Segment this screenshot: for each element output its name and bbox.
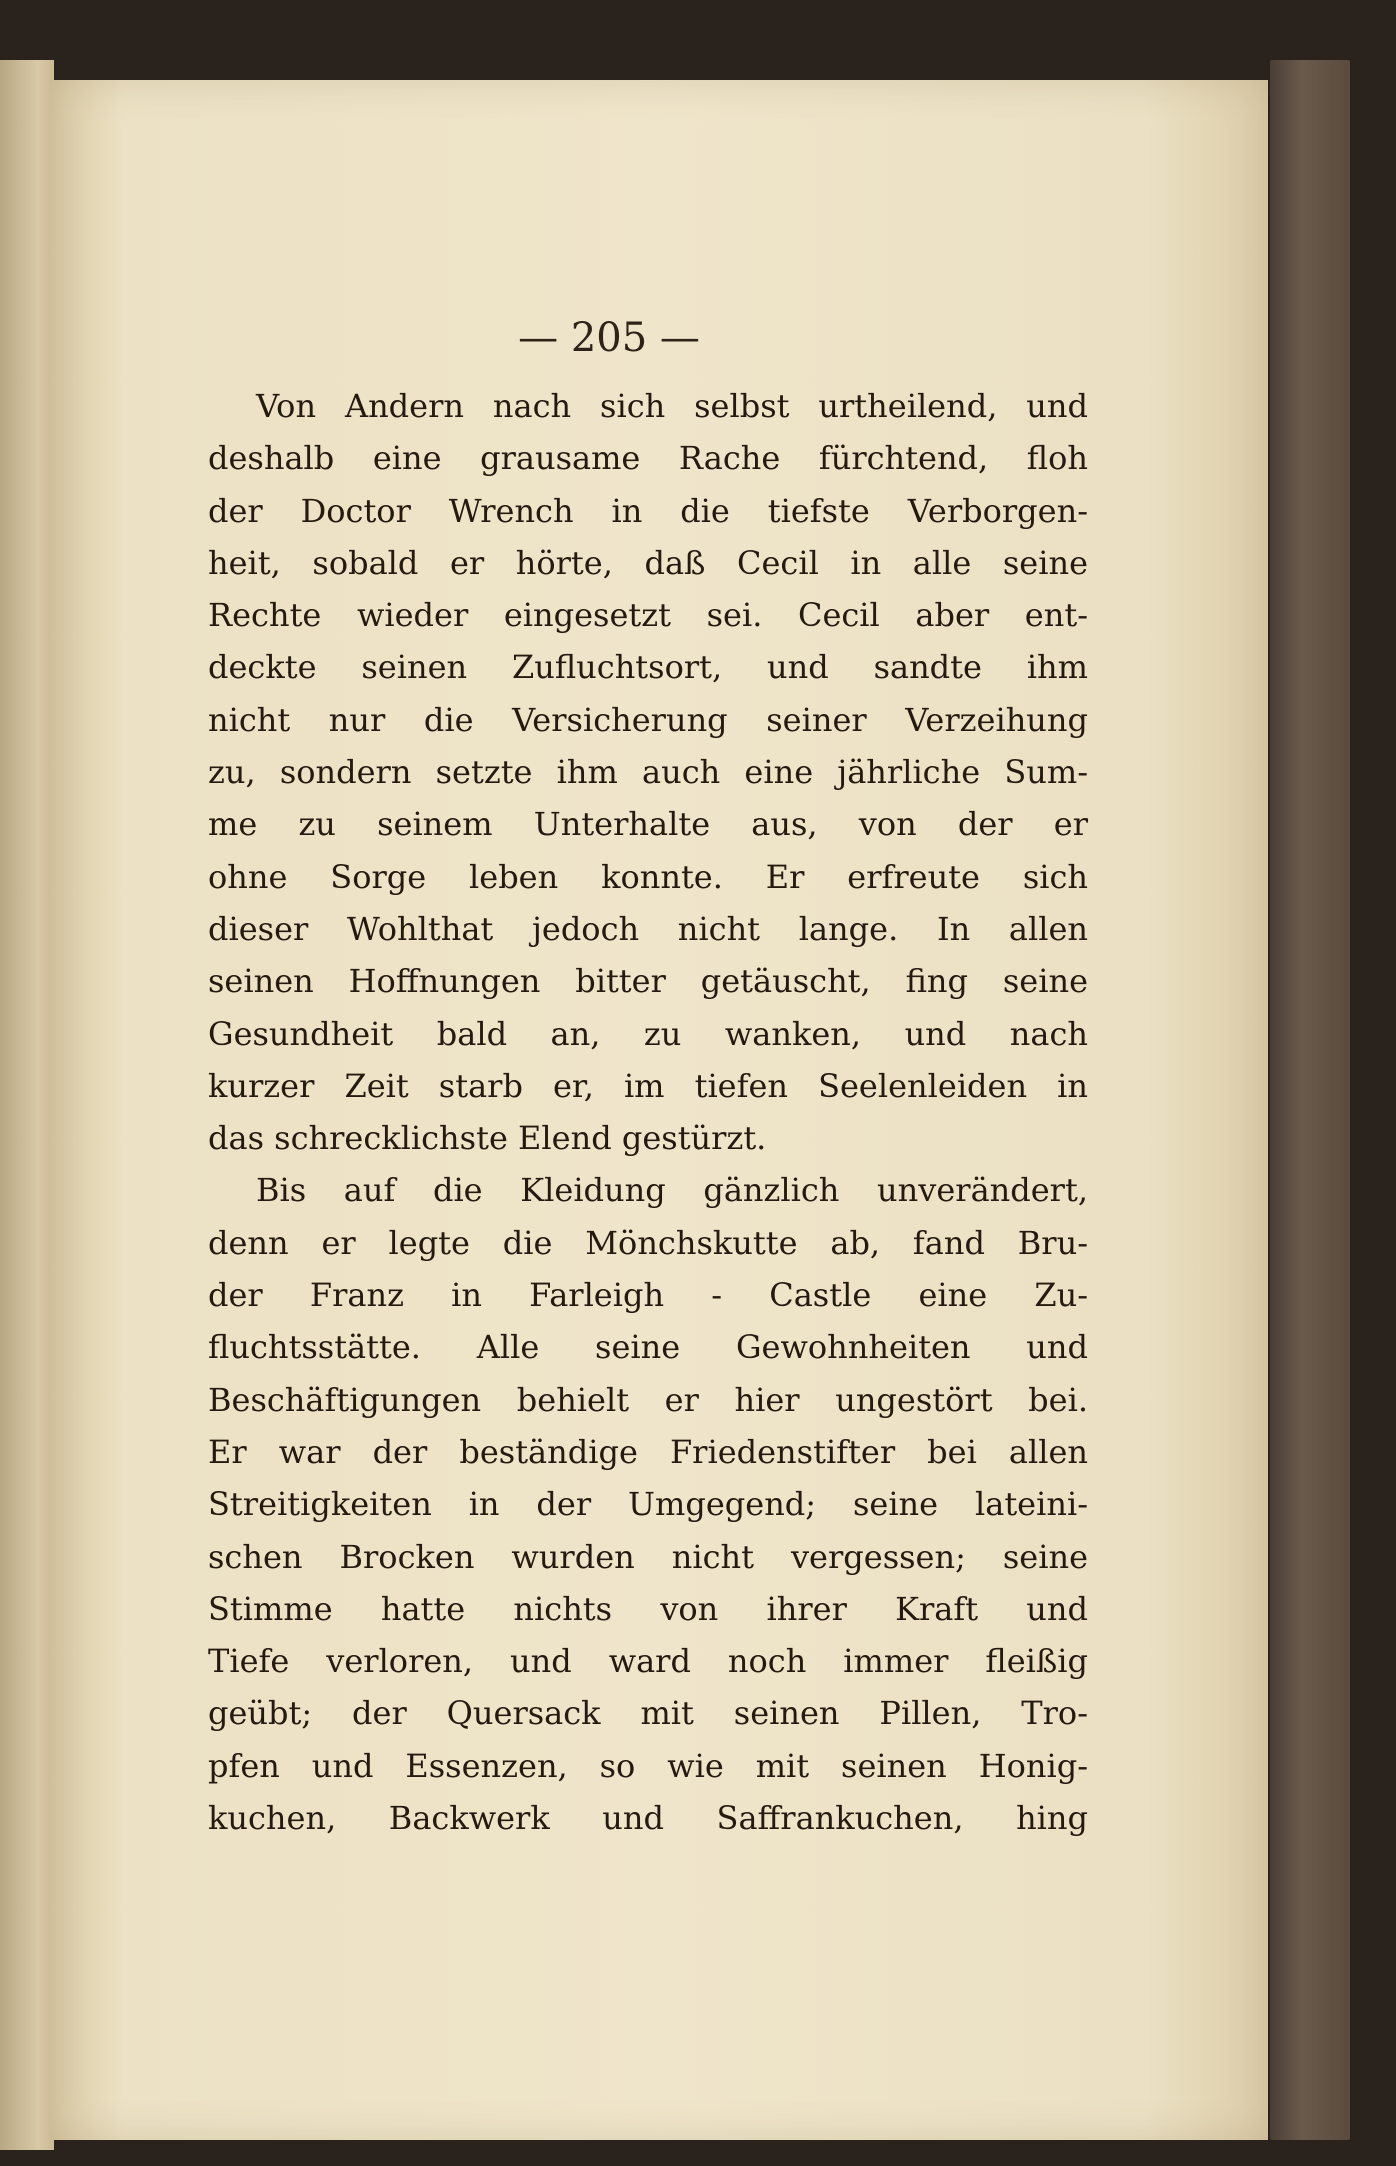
text-line: das schrecklichste Elend gestürzt. (208, 1119, 767, 1158)
paragraph-1 (208, 380, 1088, 1164)
text-line: denn er legte die Mönchskutte ab, fand Bru- (208, 1223, 1088, 1262)
text-line: Gesundheit bald an, zu wanken, und nach (208, 1014, 1088, 1053)
text-line: Beschäftigungen behielt er hier ungestört bei. (208, 1380, 1088, 1419)
text-line: Stimme hatte nichts von ihrer Kraft und (208, 1589, 1088, 1628)
text-line: kurzer Zeit starb er, im tiefen Seelenleiden in (208, 1066, 1088, 1105)
text-line: Bis auf die Kleidung gänzlich unverändert, (256, 1171, 1088, 1210)
text-line: deckte seinen Zufluchtsort, und sandte ihm (208, 648, 1088, 687)
page-number: — 205 — (518, 315, 700, 361)
text-line: kuchen, Backwerk und Saffrankuchen, hing (208, 1799, 1088, 1838)
text-line: der Doctor Wrench in die tiefste Verborgen- (208, 491, 1088, 530)
text-line: fluchtsstätte. Alle seine Gewohnheiten und (208, 1328, 1088, 1367)
text-line: Er war der beständige Friedenstifter bei allen (208, 1432, 1088, 1471)
book-page (50, 80, 1268, 2140)
cover-board (1270, 60, 1350, 2140)
text-line: Rechte wieder eingesetzt sei. Cecil aber ent- (208, 596, 1088, 635)
text-line: Von Andern nach sich selbst urtheilend, und (256, 387, 1088, 425)
text-line: deshalb eine grausame Rache fürchtend, floh (208, 439, 1088, 478)
paragraph-2 (208, 1164, 1088, 1844)
text-line: heit, sobald er hörte, daß Cecil in alle seine (208, 543, 1088, 582)
text-line: Streitigkeiten in der Umgegend; seine lateini- (208, 1485, 1088, 1524)
previous-page-edge (0, 60, 54, 2150)
text-line: schen Brocken wurden nicht vergessen; seine (208, 1537, 1088, 1576)
text-line: pfen und Essenzen, so wie mit seinen Honig- (208, 1746, 1088, 1785)
text-line: me zu seinem Unterhalte aus, von der er (208, 805, 1088, 844)
page-text (208, 380, 1088, 1844)
text-line: dieser Wohlthat jedoch nicht lange. In allen (208, 909, 1088, 948)
text-line: der Franz in Farleigh - Castle eine Zu- (208, 1276, 1088, 1315)
text-line: nicht nur die Versicherung seiner Verzeihung (208, 700, 1088, 739)
text-line: seinen Hoffnungen bitter getäuscht, fing seine (208, 962, 1088, 1001)
text-line: Tiefe verloren, und ward noch immer fleißig (208, 1642, 1088, 1681)
text-line: geübt; der Quersack mit seinen Pillen, Tro- (208, 1694, 1088, 1733)
text-line: zu, sondern setzte ihm auch eine jährliche Sum- (208, 753, 1088, 792)
text-line: ohne Sorge leben konnte. Er erfreute sich (208, 857, 1088, 896)
